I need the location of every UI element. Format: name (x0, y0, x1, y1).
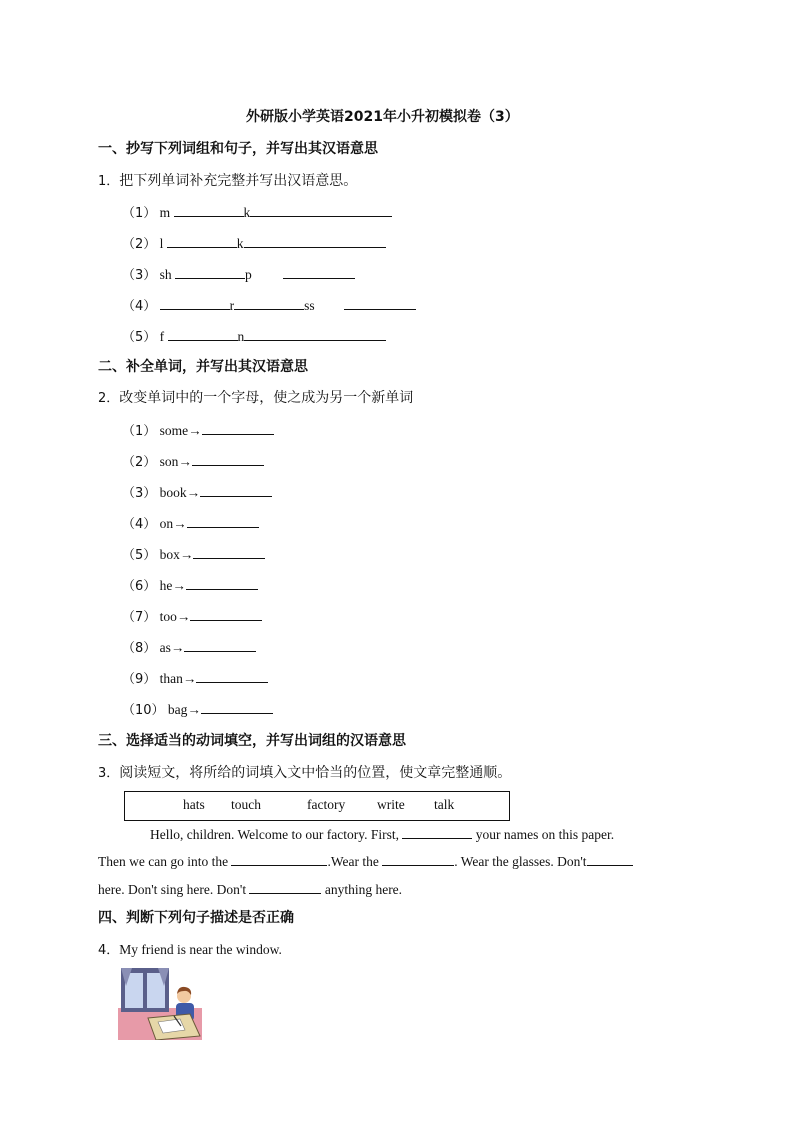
word: than→ (159, 671, 197, 686)
passage-line-3 (98, 879, 402, 898)
q2-item-7 (122, 606, 262, 625)
answer-blank[interactable] (186, 575, 258, 590)
letter: r (229, 298, 235, 313)
question-1 (98, 170, 357, 190)
answer-blank[interactable] (202, 420, 274, 435)
word-bank-word: hats (183, 797, 205, 812)
letter: sh (159, 267, 172, 282)
item-number: （3） (122, 486, 157, 501)
meaning-blank[interactable] (344, 295, 416, 310)
answer-blank[interactable] (175, 264, 245, 279)
passage-line-2 (98, 851, 633, 870)
passage-blank[interactable] (249, 879, 321, 894)
letter: p (245, 267, 252, 282)
q2-item-9 (122, 668, 268, 687)
question-prompt: 阅读短文，将所给的词填入文中恰当的位置，使文章完整通顺。 (119, 765, 512, 781)
word-bank-word: touch (231, 797, 261, 812)
word: too→ (159, 609, 191, 624)
q2-item-2 (122, 451, 264, 470)
question-number: 1． (98, 174, 120, 189)
question-4 (98, 939, 282, 958)
passage-text: .Wear the (327, 854, 379, 869)
item-number: （3） (122, 268, 157, 283)
letter: n (237, 329, 245, 344)
answer-blank[interactable] (201, 699, 273, 714)
word-bank-word: write (377, 797, 405, 812)
item-number: （9） (122, 672, 157, 687)
q1-item-5 (122, 326, 386, 345)
passage-text: Hello, children. Welcome to our factory. First, (150, 827, 399, 842)
passage-text: here. Don't sing here. Don't (98, 882, 247, 897)
q2-item-3 (122, 482, 272, 501)
passage-text: . Wear the glasses. Don't (454, 854, 587, 869)
section-1-heading: 一、抄写下列词组和句子，并写出其汉语意思 (98, 141, 378, 157)
question-prompt: 改变单词中的一个字母，使之成为另一个新单词 (119, 390, 414, 406)
word: he→ (159, 578, 186, 593)
section-2-heading: 二、补全单词，并写出其汉语意思 (98, 359, 308, 375)
question-number: 3． (98, 766, 120, 781)
question-prompt: 把下列单词补充完整并写出汉语意思。 (119, 173, 358, 189)
answer-blank[interactable] (200, 482, 272, 497)
letter: f (159, 329, 165, 344)
word: box→ (159, 547, 194, 562)
q2-item-6 (122, 575, 258, 594)
item-number: （5） (122, 330, 157, 345)
letter: ss (304, 298, 315, 313)
answer-blank[interactable] (187, 513, 259, 528)
question-2 (98, 387, 413, 407)
word: some→ (159, 423, 202, 438)
word: book→ (159, 485, 201, 500)
passage-blank[interactable] (231, 851, 327, 866)
meaning-blank[interactable] (250, 202, 392, 217)
item-number: （2） (122, 455, 157, 470)
passage-line-1 (150, 824, 614, 843)
question-3 (98, 762, 511, 782)
q1-item-4 (122, 295, 416, 314)
answer-blank[interactable] (167, 233, 237, 248)
passage-blank[interactable] (402, 824, 472, 839)
q2-item-10 (122, 699, 273, 718)
q2-item-4 (122, 513, 259, 532)
word: as→ (159, 640, 185, 655)
passage-text: Then we can go into the (98, 854, 229, 869)
answer-blank[interactable] (190, 606, 262, 621)
item-number: （7） (122, 610, 157, 625)
item-number: （2） (122, 237, 157, 252)
question-number: 4． (98, 943, 120, 958)
passage-text: your names on this paper. (475, 827, 615, 842)
letter: k (236, 236, 244, 251)
answer-blank[interactable] (234, 295, 304, 310)
passage-text: anything here. (324, 882, 403, 897)
question-sentence: My friend is near the window. (119, 942, 282, 957)
word-bank-word: talk (434, 797, 455, 812)
letter: k (243, 205, 251, 220)
word: son→ (159, 454, 192, 469)
meaning-blank[interactable] (244, 326, 386, 341)
q2-item-1 (122, 420, 274, 439)
answer-blank[interactable] (174, 202, 244, 217)
q1-item-2 (122, 233, 386, 252)
q2-item-5 (122, 544, 265, 563)
word-bank-word: factory (307, 797, 346, 812)
meaning-blank[interactable] (244, 233, 386, 248)
item-number: （4） (122, 299, 157, 314)
q1-item-1 (122, 202, 392, 221)
word: on→ (159, 516, 187, 531)
item-number: （6） (122, 579, 157, 594)
item-number: （1） (122, 424, 157, 439)
item-number: （5） (122, 548, 157, 563)
answer-blank[interactable] (196, 668, 268, 683)
q2-item-8 (122, 637, 256, 656)
item-number: （4） (122, 517, 157, 532)
answer-blank[interactable] (168, 326, 238, 341)
section-3-heading: 三、选择适当的动词填空，并写出词组的汉语意思 (98, 733, 406, 749)
answer-blank[interactable] (160, 295, 230, 310)
item-number: （8） (122, 641, 157, 656)
meaning-blank[interactable] (283, 264, 355, 279)
letter: l (159, 236, 164, 251)
question-number: 2． (98, 391, 120, 406)
letter: m (159, 205, 171, 220)
word: bag→ (167, 702, 201, 717)
q1-item-3 (122, 264, 355, 283)
page-title: 外研版小学英语2021年小升初模拟卷（3） (246, 109, 519, 125)
answer-blank[interactable] (192, 451, 264, 466)
answer-blank[interactable] (193, 544, 265, 559)
passage-blank[interactable] (382, 851, 454, 866)
illustration-boy-near-window (118, 966, 202, 1040)
section-4-heading: 四、判断下列句子描述是否正确 (98, 910, 294, 926)
word-bank (124, 791, 510, 821)
item-number: （10） (122, 703, 165, 718)
passage-blank[interactable] (587, 851, 633, 866)
answer-blank[interactable] (184, 637, 256, 652)
item-number: （1） (122, 206, 157, 221)
